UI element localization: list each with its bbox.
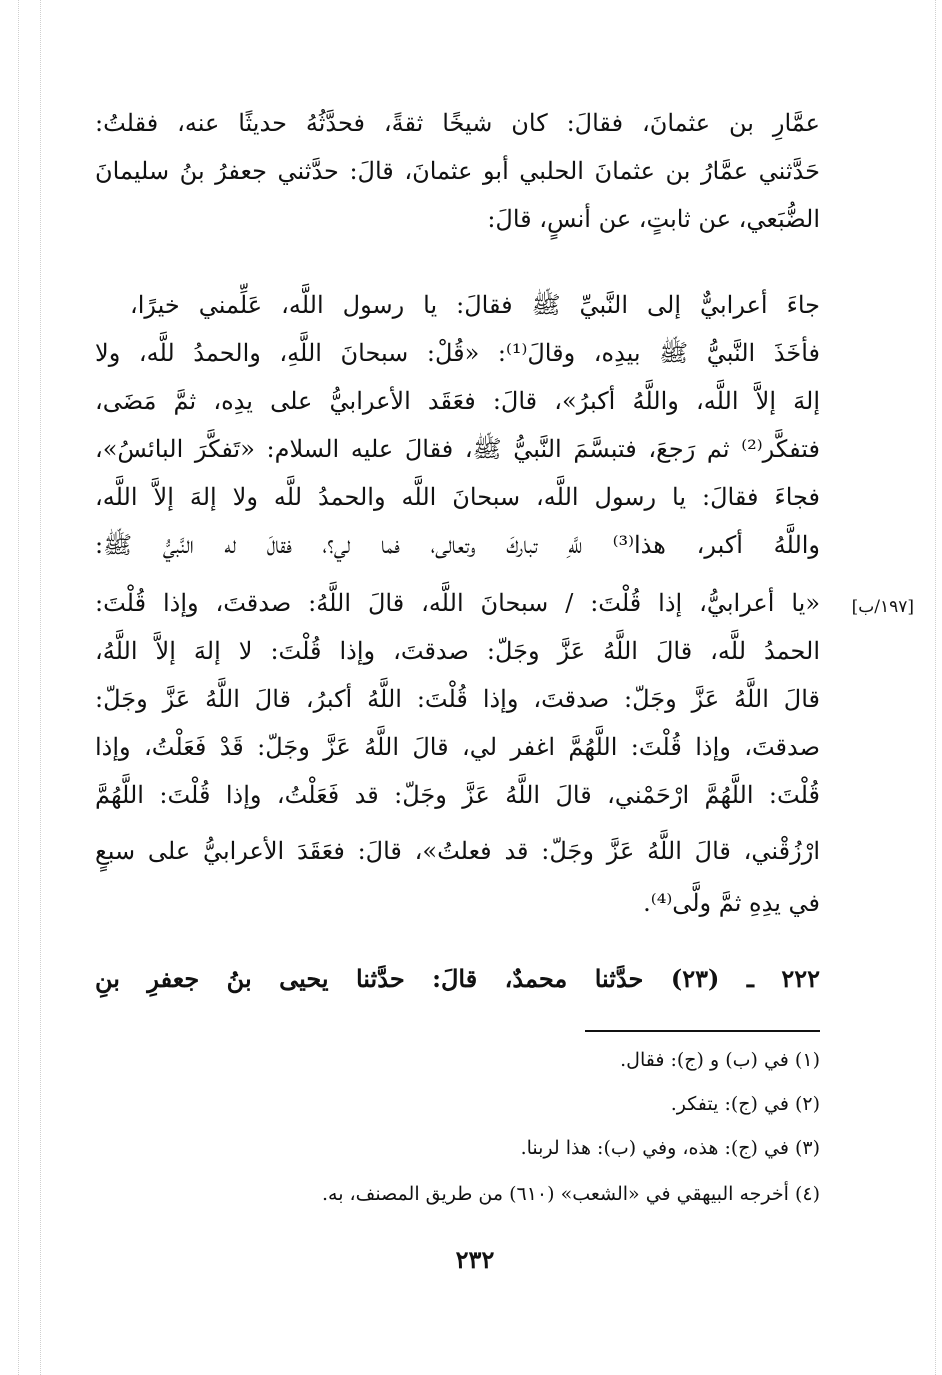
page-number: ٢٣٢	[455, 1245, 495, 1274]
body-line: عمَّارِ بن عثمانَ، فقالَ: كان شيخًا ثقةً، فحدَّثُهُ حديثًا عنه، فقلتُ:	[95, 109, 820, 137]
body-line: صدقتَ، وإذا قُلْتَ: اللَّهُمَّ اغفر لي، قالَ اللَّهُ عَزَّ وجَلّ: قَدْ فَعَلْتُ، وإذا	[95, 733, 820, 761]
footnote: (٤) أخرجه البيهقي في «الشعب» (٦١٠) من طريق المصنف، به.	[321, 1183, 820, 1205]
body-line: فجاءَ فقالَ: يا رسول اللَّه، سبحانَ اللَّه والحمدُ للَّه ولا إلهَ إلاَّ اللَّه،	[95, 483, 820, 511]
hadith-first-line: جاءَ أعرابيٌّ إلى النَّبيِّ ﷺ فقالَ: يا رسول اللَّه، عَلِّمني خيرًا،	[130, 291, 820, 319]
footnote: (٣) في (ج): هذه، وفي (ب): هذا لربنا.	[520, 1137, 820, 1159]
body-line: قُلْتَ: اللَّهُمَّ ارْحَمْني، قالَ اللَّهُ عَزَّ وجَلّ: قد فَعَلْتُ، وإذا قُلْتَ: اللَّهُمَّ	[95, 781, 820, 809]
body-line: فتفكَّر⁽²⁾ ثم رَجعَ، فتبسَّمَ النَّبيُّ ﷺ، فقالَ عليه السلام: «تَفكَّرَ البائسُ»،	[95, 435, 820, 463]
body-line: الضُّبَعي، عن ثابتٍ، عن أنسٍ، قالَ:	[487, 205, 820, 233]
manuscript-folio-marker: [١٩٧/ب]	[851, 597, 914, 617]
scan-margin-guide	[935, 0, 936, 1375]
body-line: إلهَ إلاَّ اللَّه، واللَّهُ أكبرُ»، قالَ: فعَقَد الأعرابيُّ على يدِه، ثمَّ مَضَى،	[95, 387, 820, 415]
footnote: (٢) في (ج): يتفكر.	[670, 1093, 820, 1115]
body-line: «يا أعرابيُّ، إذا قُلْتَ: / سبحانَ اللَّه، قالَ اللَّهُ: صدقتَ، وإذا قُلْتَ:	[95, 589, 820, 617]
body-line: قالَ اللَّهُ عَزَّ وجَلّ: صدقتَ، وإذا قُلْتَ: اللَّهُ أكبرُ، قالَ اللَّهُ عَزَّ وجَلّ:	[95, 685, 820, 713]
footnote: (١) في (ب) و (ج): فقال.	[620, 1049, 820, 1071]
body-line: الحمدُ للَّه، قالَ اللَّهُ عَزَّ وجَلّ: صدقتَ، وإذا قُلْتَ: لا إلهَ إلاَّ اللَّهُ،	[95, 637, 820, 665]
footnote-separator	[585, 1030, 820, 1032]
body-line: ارْزُقْني، قالَ اللَّهُ عَزَّ وجَلّ: قد فعلتُ»، قالَ: فعَقَدَ الأعرابيُّ على سبعٍ	[95, 837, 820, 865]
hadith-heading-line: ٢٢٢ ـ (٢٣) حدَّثنا محمدٌ، قالَ: حدَّثنا يحيى بنُ جعفرِ بنِ	[95, 964, 820, 993]
scan-margin-guide	[18, 0, 19, 1375]
body-line: فأخَذَ النَّبيُّ ﷺ بيدِه، وقالَ⁽¹⁾: «قُلْ: سبحانَ اللَّهِ، والحمدُ للَّه، ولا	[95, 339, 820, 367]
body-line: حَدَّثني عمَّارُ بن عثمانَ الحلبي أبو عثمانَ، قالَ: حدَّثني جعفرُ بنُ سليمانَ	[95, 157, 820, 185]
body-line: واللَّهُ أكبر، هذا⁽³⁾ للَّهِ تباركَ وتعالى، فما لي؟، فقالَ له النَّبيُّ ﷺ:	[95, 531, 821, 559]
scan-margin-guide	[40, 0, 41, 1375]
body-line: في يدِهِ ثمَّ ولَّى⁽⁴⁾.	[643, 889, 820, 917]
